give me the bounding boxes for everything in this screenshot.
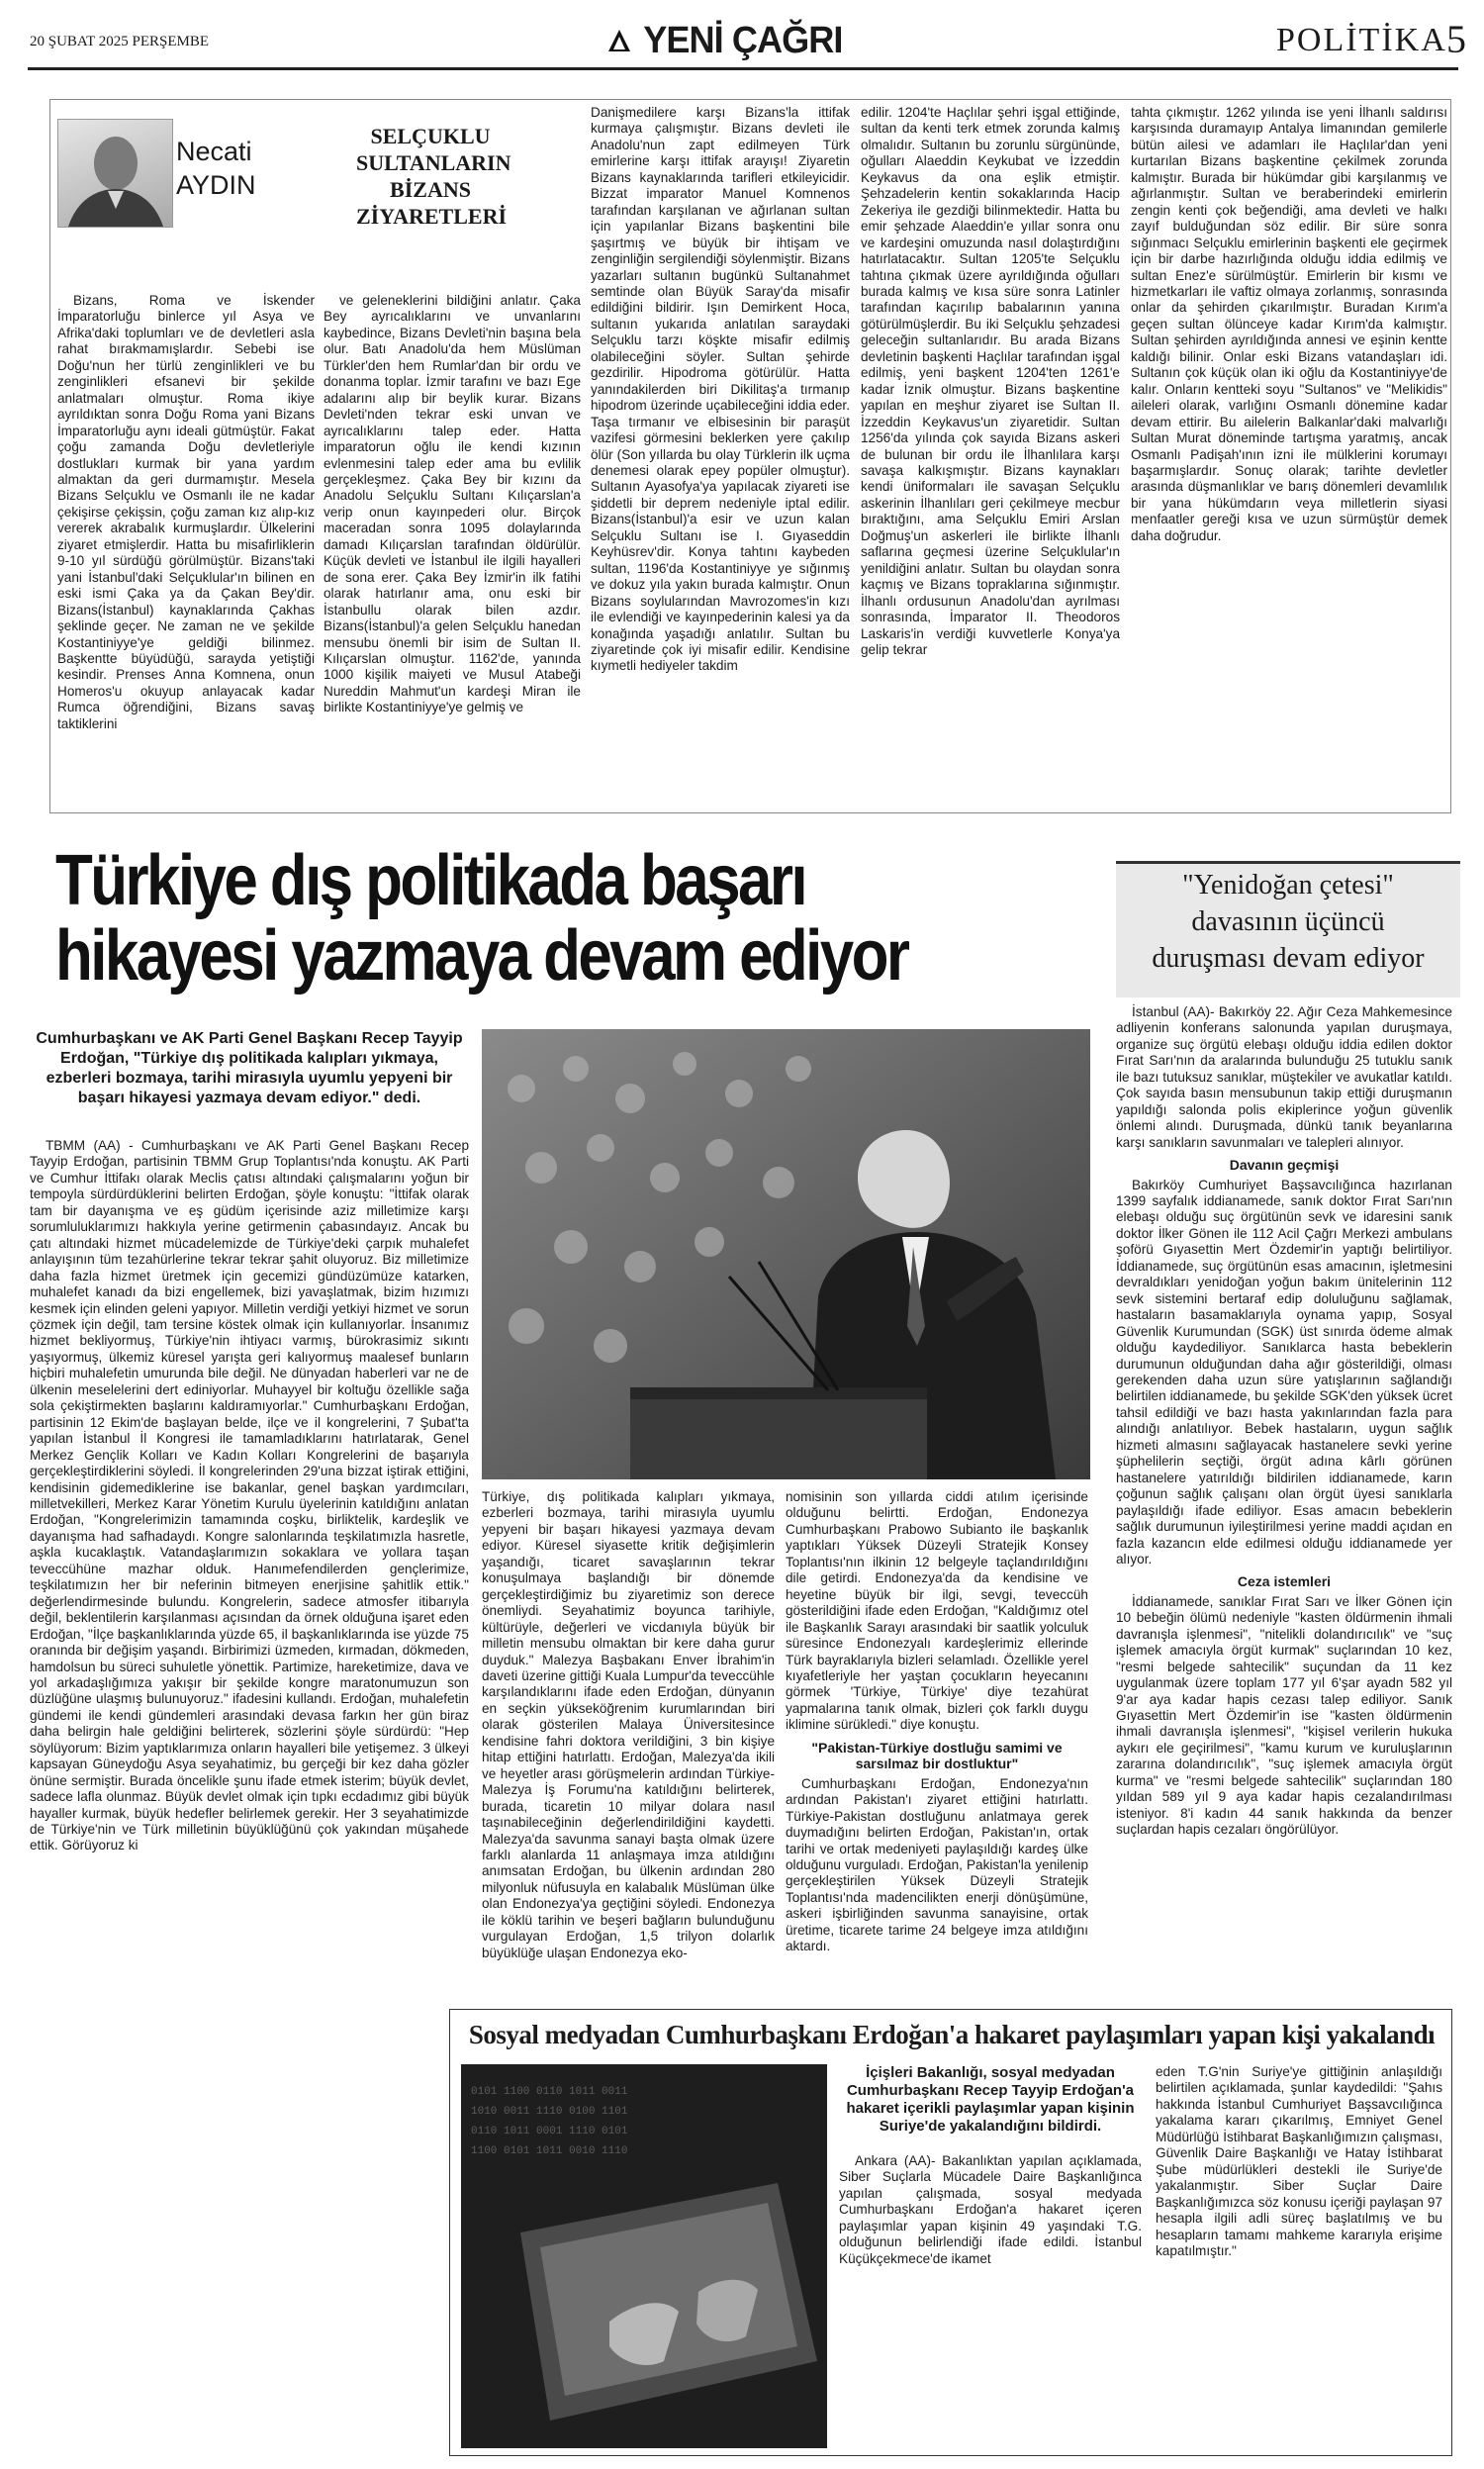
side-headline [1116,867,1460,977]
paragraph: tahta çıkmıştır. 1262 yılında ise yeni İlhanlı saldırısı karşısında duramayıp Antalya limanından gemilerle bütün ailesi ve adamları ile Haçlılar'dan yeni kurtarılan Bizans başkentine çekilmek zorunda kalmıştır. Burada bir hükümdar gibi karşılanmış ve ağırlanmıştır. Sultan ve beraberindeki emirlerin zengin kenti çok beğendiği, ama devleti ve halkı zayıf bulduğundan söz edilir. Bir süre sonra sığınmacı Selçuklu emirlerinin başkenti ele geçirmek için bir darbe hazırlığında olduğu iddia edilmiş ve sultan Enez'e sürülmüştür. Emirlerin bir kısmı ve hizmetkarları ile vaftiz olmaya zorlanmış, sonrasında onlar da şehirden çıkarılmıştır. Buradan Kırım'a geçen sultan ölünceye kadar Kırım'da kalmıştır. Sultan şehirden ayrıldığında annesi ve eşinin kentte kaldığı bilinir. Onlar eski Bizans vatandaşları idi. Sultanın çok küçük olan iki oğlu da Kostantiniyye'de kalır. Onların kentteki soyu "Sultanos" ve "Melikidis" aileleri olarak, varlığını Osmanlı dönemine kadar devam ettirir. Bu ailelerin Balkanlar'daki malvarlığı Sultan Murat döneminde tartışma yaratmış, ancak Osmanlı Padişah'ının izni ile mülklerini korumayı başarmışlardır. Sonuç olarak; tarihte devletler arasında düşmanlıklar ve barış dönemleri devamlılık bir yana hükümdarın veya milletlerin siyasi menfaatler gereği kısa ve uzun sürmüştür demek daha doğrudur. [1131,105,1447,543]
main-headline-line2: hikayesi yazmaya devam ediyor [55,916,908,996]
paragraph: Danişmedilere karşı Bizans'la ittifak kurmaya çalışmıştır. Bizans devleti ile Anadolu'nun zapt edilmeyen Türk emirlerine karşı ittifak arayışı! Ziyaretin Bizans kaynaklarında tarifleri etkileyicidir. Bizzat imparator Manuel Komnenos tarafından karşılanan ve ağırlanan sultan için yapılanlar Bizans başkentini bile şaşırtmış ve büyük bir ihtişam ve zenginliğin sergilendiği söylenmiştir. Bizans yazarları sultanın bugünkü Sultanahmet semtinde olan Büyük Saray'da misafir edildiğini bildirir. Işın Demirkent Hoca, sultanın yukarıda anlatılan saraydaki Selçuklu tarzı köşkte misafir edilmiş olabileceğini söyler. Sultan şehirde gezdirilir. Hipodroma götürülür. Hatta yanındakilerden biri Dikilitaş'a tırmanıp hipodrom üzerinde uçabileceğini iddia eder. Taşa tırmanır ve elbisesinin bir paraşüt vazifesi görmesini beklerken yere çakılıp ölür (Son yıllarda bu olay Türklerin ilk uçma denemesi olarak epey popüler olmuştur). Sultanın Ayasofya'ya yapılacak ziyareti ise şiddetli bir deprem nedeniyle iptal edilir. Bizans(İstanbul)'a esir ve uzun kalan Selçuklu Sultanı ise I. Gıyaseddin Keyhüsrev'dir. Konya tahtını kaybeden sultan, 1196'da Kostantiniyye ye sığınmış ve dokuz yıla yakın burada kalmıştır. Onun Bizans soylularından Mavrozomes'in kızı ile evlendiği ve kayınpederinin kalesi ya da konağında yaşadığı anlatılır. Sultan bu ziyaretinde çok iyi misafir edilir. Kendisine kıymetli hediyeler takdim [591,105,850,674]
paragraph: Bizans, Roma ve İskender İmparatorluğu binlerce yıl Asya ve Afrika'daki toplumları ve de devletleri asla rahat bırakmamışlardır. Sebebi ise Doğu'nun her türlü zenginlikleri ve bu zenginlikleri efsanevi bir şekilde anlatmaları olmuştur. Roma ikiye ayrıldıktan sonra Doğu Roma yani Bizans İmparatorluğu aynı ideali gütmüştür. Fakat çoğu zamanda Doğu devletleriyle dostlukları kurmak bir yana yardım almaktan da geri durmamıştır. Mesela Bizans Selçuklu ve Osmanlı ile ne kadar çekişirse çekişsin, çoğu zaman kız alıp-kız vererek akrabalık kurmuşlardır. Ülkelerini ziyaret etmişlerdir. Hatta bu misafirliklerin 9-10 yıl sürdüğü görülmüştür. Bizans'taki yani İstanbul'daki Selçuklular'ın bilinen en eski ismi Çaka ya da Çakan Bey'dir. Bizans(İstanbul) kaynaklarında Çakhas şeklinde geçer. Ne zaman ne ve şekilde Kostantiniyye'ye geldiği bilinmez. Başkentte büyüdüğü, sarayda yetiştiği kesindir. Prenses Anna Komnena, onun Homeros'u okuyup anlayacak kadar Rumca öğrendiğini, Bizans savaş taktiklerini [57,293,315,731]
svg-text:1010 0011 1110 0100 1101: 1010 0011 1110 0100 1101 [471,2106,628,2118]
side-subhead: Davanın geçmişi [1229,1157,1340,1174]
main-lead: Cumhurbaşkanı ve AK Parti Genel Başkanı Recep Tayyip Erdoğan, "Türkiye dış politikada kalıpları yıkmaya, ezberleri bozmaya, tarihi mirasıyla uyumlu yepyeni bir başarı hikayesi yazmaya devam ediyor." dedi. [36,1030,463,1106]
main-text-col3 [786,1489,1088,1955]
main-photo [482,1029,1090,1479]
section-title: POLİTİKA [1276,22,1447,58]
newspaper-logo [559,18,895,63]
side-headline-line: "Yenidoğan çetesi" [1182,870,1394,901]
side-text [1116,1004,1452,1839]
svg-text:1100 0101 1011 0010 1110: 1100 0101 1011 0010 1110 [471,2145,628,2157]
page-number: 5 [1446,17,1466,61]
column-title-line: SELÇUKLU [370,124,491,148]
main-headline [55,843,1104,994]
column-box [49,99,1451,813]
bottom-text-col1 [839,2153,1142,2267]
paragraph: eden T.G'nin Suriye'ye gittiğinin anlaşıldığı belirtilen açıklamada, şunlar kaydedildi: "Şahıs hakkında İstanbul Cumhuriyet Başsavcılığınca yakalama kararı çıkarılmış, Emniyet Genel Müdürlüğü İstihbarat Başkanlığımızın çalışması, Güvenlik Daire Başkanlığı ve Hatay İstihbarat Şube müdürlükleri destekli ile Suriye'de yakalanmıştır. Siber Suçlar Daire Başkanlığımızca söz konusu içeriği paylaşan 97 hesapla ilgili adli süreç başlatılmış ve bu hesapların tamamı mahkeme kararıyla erişime kapatılmıştır." [1156,2064,1442,2258]
erdogan-speech-photo [482,1029,1090,1479]
svg-text:0101 1100 0110 1011 0011: 0101 1100 0110 1011 0011 [471,2086,628,2098]
logo-emblem-icon [606,28,632,53]
side-headline-line: duruşması devam ediyor [1152,943,1425,974]
paragraph: Türkiye, dış politikada kalıpları yıkmaya, ezberleri bozmaya, tarihi mirasıyla uyumlu yepyeni bir başarı hikayesi yazmaya devam ediyor. Küresel siyasette kritik değişimlerin yaşandığı, ticaret savaşlarının tekrar konuşulmaya başlandığı bir dönemde gerçekleştirdiğimiz bu ziyaretimiz son derece önemliydi. Seyahatimiz boyunca tarihiyle, kültürüyle, değerleri ve vicdanıyla büyük bir milletin mensubu olmaktan bir kere daha gurur duyduk." Malezya Başbakanı Enver İbrahim'in daveti üzerine gittiği Kuala Lumpur'da teveccühle karşılandıklarını ifade eden Erdoğan, dünyanın en seçkin yükseköğrenim kurumlarından biri olarak gösterilen Malaya Üniversitesince kendisine fahri doktora verildiğini, 3 bin kişiye hitap ettiğini hatırlattı. Erdoğan, Malezya'da ikili ve heyetler arası görüşmelerin ardından Türkiye-Malezya İş Forumu'na katıldığını belirterek, burada, ticaretin 10 milyar dolara nasıl taşınabileceğinin değerlendirildiğini kaydetti. Malezya'da savunma sanayi başta olmak üzere farklı alanlarda 11 anlaşmaya imza atıldığını anımsatan Erdoğan, bu ülkenin ardından 280 milyonluk nüfusuyla en kalabalık Müslüman ülke olan Endonezya'ya geçtiğini söyledi. Endonezya ile köklü tarihin ve beşeri bağların bulunduğunu vurgulayan Erdoğan, 1,5 trilyon dolarlık büyüklüğe ulaşan Endonezya eko- [482,1489,775,1960]
bottom-headline: Sosyal medyadan Cumhurbaşkanı Erdoğan'a hakaret paylaşımları yapan kişi yakalandı [468,2020,1436,2049]
column-title-line: BİZANS [390,177,471,202]
svg-text:0110 1011 0001 1110 0101: 0110 1011 0001 1110 0101 [471,2126,628,2137]
main-subhead: "Pakistan-Türkiye dostluğu samimi ve sarsılmaz bir dostluktur" [811,1739,1063,1772]
main-text-col1 [30,1138,469,1854]
column-title-line: SULTANLARIN [356,150,511,175]
paragraph: İstanbul (AA)- Bakırköy 22. Ağır Ceza Mahkemesince adliyenin konferans salonunda yapılan duruşmaya, organize suç örgütü elebaşı olduğu iddia edilen doktor Fırat Sarı'nın da aralarında bulunduğu 25 tutuklu sanık ile bazı tutuksuz sanıklar, müşteki̇ler ve avukatlar katıldı. Çok sayıda basın mensubunun takip ettiği duruşmanın yapıldığı salonda polis ekiplerince yoğun güvenlik önlemi alındı. Duruşmada, dünkü tanık beyanlarına karşı sanıkların savunmaları ve talepleri alınıyor. [1116,1004,1452,1150]
paragraph: Bakırköy Cumhuriyet Başsavcılığınca hazırlanan 1399 sayfalık iddianamede, sanık doktor Fırat Sarı'nın elebaşı olduğu suç örgütünün sevk ve idaresini sanık doktor İlker Gönen ile 112 Acil Çağrı Merkezi ambulans şoförü Gıyasettin Mert Özdemir'in yaptığı belirtiliyor. İddianamede, suç örgütünün esas amacının, işletmesini devraldıkları yenidoğan yoğun bakım ünitelerinin 112 sevk sistemini bertaraf edip doluluğunu sağlamak, hastaların basamaklarıyla oynama yapıp, Sosyal Güvenlik Kurumundan (SGK) üst sınırda ödeme almak olduğu kaydediliyor. Sanıklarca hasta bebeklerin durumunun olduğundan daha ağır gösterildiği, olması gerekenden daha uzun süre yatışlarının sağlandığı belirtilen iddianamede, bu şekilde SGK'den yüksek ücret tahsil edildiği ve bazı hasta yakınlarından fazla para alındığı anlatılıyor. Bebek hastaların, uygun sağlık hizmeti almasını sağlayacak hastanelere sevki yerine şüphelilerin seçtiği, örgüt adına kârlı görünen hastanelere yatırıldığı bildirilen iddianamede, karın çoğunun sağlık çalışanı olan örgüt üyesi sanıklarla paylaşıldığı ifade ediliyor. Esas amacın bebeklerin sağlık durumunun iyileştirilmesi yerine maddi açıdan en fazla kazancın elde edilmesi olduğu iddianamede yer alıyor. [1116,1177,1452,1567]
main-headline-line1: Türkiye dış politikada başarı [55,841,805,920]
paragraph: Cumhurbaşkanı Erdoğan, Endonezya'nın ardından Pakistan'ı ziyaret ettiğini hatırlattı. Türkiye-Pakistan dostluğunu anlatmaya gerek duymadığını belirten Erdoğan, Pakistan'ın, ortak tarihi ve ortak medeniyeti paylaşıldığı kardeş ülke olduğunu vurguladı. Erdoğan, Pakistan'la yenilenip gerçekleştirilen Yüksek Düzeyli Stratejik Toplantısı'nda madencilikten enerji dönüşümüne, askeri işbirliğinden savunma sanayisine, ortak üretime, ticarete tarime 24 belgeye imza atıldığını aktardı. [786,1775,1088,1954]
paragraph: Ankara (AA)- Bakanlıktan yapılan açıklamada, Siber Suçlarla Mücadele Daire Başkanlığınca yapılan çalışmada, sosyal medyada Cumhurbaşkanı Erdoğan'a hakaret içeren paylaşımlar yapan kişinin 49 yaşındaki T.G. olduğunun belirlendiği ifade edildi. İstanbul Küçükçekmece'de ikamet [839,2153,1142,2266]
paragraph: nomisinin son yıllarda ciddi atılım içerisinde olduğunu belirtti. Erdoğan, Endonezya Cumhurbaşkanı Prabowo Subianto ile başkanlık yaptıkları Yüksek Düzeyli Stratejik Konsey Toplantısı'nın ilkinin 12 belgeyle taçlandırıldığını dile getirdi. Endonezya'da da kendisine ve heyetine büyük bir ilgi, sevgi, teveccüh gösterildiğini ifade eden Erdoğan, "Kaldığımız otel ile Başkanlık Sarayı arasındaki bir saatlik yolculuk süresince Endonezyalı kardeşlerimiz ellerinde Türk bayraklarıyla bizleri selamladı. Özellikle yerel kıyafetleriyle her yaştan çocukların heyecanını görmek 'Türkiye, Türkiye' diye tezahürat yapmalarına tanık olmak, bizleri çok farklı duygu iklimine sürükledi." diye konuştu. [786,1489,1088,1733]
main-text-col2 [482,1489,775,1961]
paragraph: İddianamede, sanıklar Fırat Sarı ve İlker Gönen için 10 bebeğin ölümü nedeniyle "kasten öldürmenin ihmali davranışla işlenmesi", "nitelikli dolandırıcılık" ve "suç işlemek amacıyla örgüt kurmak" suçlarından 10 kez, "resmi belgede sahtecilik" suçundan da 11 kez uygulanmak üzere toplam 177 yıl 6'şar ayadn 582 yıl 9'ar aya kadar hapis cezası talep ediliyor. Sanık Gıyasettin Mert Özdemir'in ise "kasten öldürmenin ihmali davranışla işlenmesi", "kişisel verilerin hukuka aykırı ele geçirilmesi", "kamu kurum ve kuruluşlarının zararına dolandırıcılık", "suç işlemek amacıyla örgüt kurma" ve "resmi belgede sahtecilik" suçlarından 180 yıldan 589 yıl 9 aya kadar hapis cezalandırılması isteniyor. 8'i kadın 44 sanık hakkında da benzer suçlardan hapis cezaları öngörülüyor. [1116,1593,1452,1838]
bottom-text-col2 [1156,2064,1442,2259]
paragraph: ve geleneklerini bildiğini anlatır. Çaka Bey ayrıcalıklarını ve unvanlarını kaybedince, Bizans Devleti'nin başına bela olur. Batı Anadolu'da hem Müslüman Türkler'den hem Rumlar'dan bir ordu ve donanma toplar. İzmir tarafını ve bazı Ege adalarını alıp bir beylik kurar. Bizans Devleti'nden tekrar eski unvan ve ayrıcalıklarını talep eder. Hatta imparatorun oğlu ile kendi kızının evlenmesini talep eder ama bu evlilik gerçekleşmez. Çaka Bey bir kızını da Anadolu Selçuklu Sultanı Kılıçarslan'a verip onun kayınpederi olur. Birçok maceradan sonra 1095 dolaylarında damadı Kılıçarslan tarafından öldürülür. Küçük devleti ve İstanbul ile ilgili hayalleri de sona erer. Çaka Bey İzmir'in ilk fatihi olarak hatırlanır ama, onu eski bir İstanbullu olarak bilen azdır. Bizans(İstanbul)'a gelen Selçuklu hanedan mensubu önemli bir isim de Sultan II. Kılıçarslan olmuştur. 1162'de, yanında 1000 kişilik maiyeti ve Musul Atabeği Nureddin Mahmut'un kardeşi Miran ile birlikte Kostantiniyye'ye gelmiş ve [324,293,581,715]
column-title-line: ZİYARETLERİ [356,204,508,229]
issue-date: 20 ŞUBAT 2025 PERŞEMBE [30,34,210,49]
bottom-lead: İçişleri Bakanlığı, sosyal medyadan Cumhurbaşkanı Recep Tayyip Erdoğan'a hakaret içerikli paylaşımlar yapan kişinin Suriye'de yakalandığını bildirdi. [846,2064,1135,2135]
author-first-name: Necati [176,137,252,166]
laptop-typing-photo [461,2064,827,2448]
logo-text: YENİ ÇAĞRI [643,19,843,61]
author-last-name: AYDIN [176,170,256,200]
paragraph: TBMM (AA) - Cumhurbaşkanı ve AK Parti Genel Başkanı Recep Tayyip Erdoğan, partisinin TBMM Grup Toplantısı'nda konuştu. AK Parti ve Cumhur İttifakı olarak Meclis çatısı altındaki çalışmalarını yoğun bir tempoyla sürdürdüklerini belirten Erdoğan, şöyle konuştu: "İttifak olarak tam bir dayanışma ve eş güdüm içerisinde aziz milletimize karşı sorumluluklarımızı hakkıyla yerine getirmenin çabasındayız. Ancak bu çatı altındaki hizmet mücadelemizde de Türkiye'deki çarpık muhalefet anlayışının tüm tezahürlerine tekrar tekrar şahit oluyoruz. Biz milletimize daha fazla hizmet üretmek için gecemizi gündüzümüze katarken, muhalefet kanadı da bizi engellemek, bizi yavaşlatmak, bizim hızımızı kesmek için elinden geleni yapıyor. Milletin verdiği yetkiyi hizmet ve sorun çözmek için değil, tam tersine köstek olmak için kullanıyorlar. İnsanımız hizmet bekliyormuş, Türkiye'nin ihtiyacı varmış, bürokrasimiz sıkıntı yaşıyormuş, ülkemiz küresel yarışta geri kalıyormuş maalesef bunların hiçbiri muhalefetin umurunda bile değil. Ne dünyadan haberleri var ne de ülkenin meselelerini dert ediniyorlar. Muhayyel bir koltuğu özellikle sağa sola çekiştirmekten başlarını kaldıramıyorlar." Cumhurbaşkanı Erdoğan, partisinin 12 Ekim'de başlayan belde, ilçe ve il kongrelerini, 7 Şubat'ta yapılan İstanbul İl Kongresi ile tamamladıklarını hatırlatarak, Genel Merkez Gençlik Kolları ve Kadın Kolları Kongrelerini de başarıyla gerçekleştirdiklerini söyledi. İl kongrelerinden 29'una bizzat iştirak ettiğini, kendisinin gidemediklerine ise bakanlar, genel başkan yardımcıları, milletvekilleri, Merkez Karar Yönetim Kurulu üyelerinin katıldığını anlatan Erdoğan, "Kongrelerimizin tamamında coşku, birliktelik, kardeşlik ve dayanışma had safhadaydı. Kongre salonlarında teşkilatımızla hasretle, aşkla kucaklaştık. Vatandaşlarımızın sokaklara ve yollara taşan teveccühüne mazhar olduk. Hanımefendilerden gençlerimize, teşkilatımızın her bir neferinin bitmeyen enerjisine şahitlik ettik." değerlendirmesinde bulundu. Kongrelerin, sadece atmosfer itibarıyla değil, beklentilerin karşılanması açısından da örnek olduğuna işaret eden Erdoğan, "İlçe başkanlıklarında yüzde 65, il başkanlıklarında ise yüzde 75 oranında bir değişim yaşandı. Birbirimizi üzmeden, kırmadan, dökmeden, hamdolsun bu süreci suhuletle yönettik. Partimize, hareketimize, dava ve yol arkadaşlığımıza yakışır bir şekilde kongre maratonumuzun son düzlüğüne ulaşmış bulunuyoruz." ifadesini kullandı. Erdoğan, muhalefetin gündemi ile kendi gündemleri arasındaki devasa farkın her gün biraz daha belirgin hale geldiğini belirterek, sözlerini şöyle sürdürdü: "Hep söylüyorum: Bizim yaptıklarımıza onların hayalleri bile yetişemez. 3 ülkeyi kapsayan Güneydoğu Asya seyahatimiz, bu gerçeği bir kez daha gözler önüne sermiştir. Burada öncelikle şunu ifade etmek isterim; büyük devlet, sadece lafla olunmaz. Büyük devlet olmak için tıpkı ecdadımız gibi büyük hayaller kurmak, büyük hedefler belirlemek gerekir. Her 3 seyahatimizde de Türkiye'nin ve Türk milletinin büyüklüğünü çok yakından müşahede ettik. Görüyoruz ki [30,1138,469,1853]
side-headline-line: davasının üçüncü [1191,906,1385,937]
side-subhead: Ceza istemleri [1237,1573,1332,1590]
paragraph: edilir. 1204'te Haçlılar şehri işgal ettiğinde, sultan da kenti terk etmek zorunda kalmış olmalıdır. Sultanın bu zorunlu sürgününde, oğulları Alaeddin Keykubat ve İzzeddin Keykavus da ona eşlik etmiştir. Şehzadelerin kentin sokaklarında Hacip Zekeriya ile gezdiği bilinmektedir. Hatta bu emir şehzade Alaeddin'e yıllar sonra onu ve kardeşini omuzunda nasıl dolaştırdığını hatırlatacaktır. Sultan 1205'te Selçuklu tahtına çıkmak üzere ayrıldığında oğulları burada kalmış ve kısa süre sonra Latinler tarafından kaçırılıp babalarının yanına götürülmüşlerdir. Bu iki Selçuklu şehzadesi geleceğin sultanlarıdır. Bu arada Bizans devletinin başkenti Haçlılar tarafından işgal edilmiş, yeni başkent 1204'ten 1261'e kadar İznik olmuştur. Bizans başkentine yapılan en meşhur ziyaret ise Sultan II. İzzeddin Keykavus'un ziyaretidir. Sultan 1256'da yılında çok sayıda Bizans askeri de bulunan bir ordu ile İlhanlılara karşı savaşa kalkışmıştır. Bizans kaynakları kendi üniformaları ile savaşan Selçuklu askerinin İlhanlıları geri çekilmeye mecbur bıraktığını, ama Selçuklu Emiri Arslan Doğmuş'un askerleri ile birlikte İlhanlı saflarına geçmesi üzerine Selçuklular'ın yenildiğini anlatır. Sultan bu olaydan sonra kaçmış ve Bizans topraklarına sığınmıştır. İlhanlı ordusunun Anadolu'dan ayrılması sonrasında, İmparator II. Theodoros Laskaris'in verdiği kuvvetlerle Konya'ya gelip tekrar [861,105,1120,657]
header-rule [28,67,1458,70]
bottom-photo [461,2064,827,2448]
